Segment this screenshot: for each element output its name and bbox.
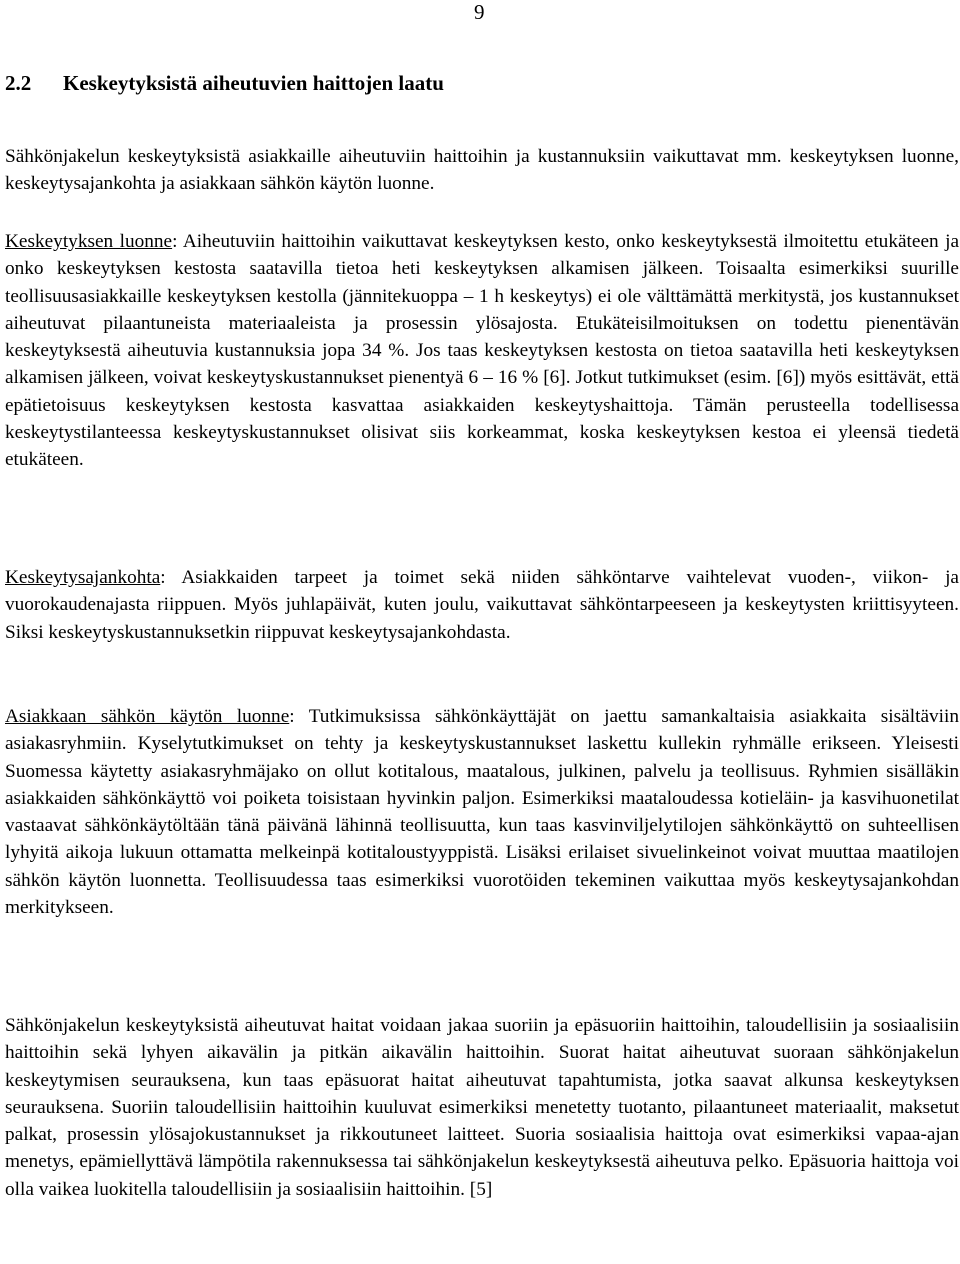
section-title: Keskeytyksistä aiheutuvien haittojen laatu — [63, 71, 444, 95]
timing-lead-term: Keskeytysajankohta — [5, 567, 161, 588]
timing-paragraph-text: : Asiakkaiden tarpeet ja toimet sekä niiden sähköntarve vaihtelevat vuoden-, viikon- ja vuorokaudenajasta riippuen. Myös juhlapäivät, kuten joulu, vaikuttavat sähköntarpeeseen ja keskeytysten kriittisyyteen. Siksi keskeytyskustannuksetkin riippuvat keskeytysajankohdasta. — [5, 567, 959, 643]
closing-paragraph: Sähkönjakelun keskeytyksistä aiheutuvat haitat voidaan jakaa suoriin ja epäsuoriin haittoihin, taloudellisiin ja sosiaalisiin haittoihin sekä lyhyen aikavälin ja pitkän aikavälin haittoihin. Suorat haitat aiheutuvat suoraan sähkönjakelun keskeytymisen seurauksena, kun taas epäsuorat haitat aiheutuvat tapahtumista, jotka saavat alkunsa keskeytyksen seurauksena. Suoriin taloudellisiin haittoihin kuuluvat esimerkiksi menetetty tuotanto, pilaantuneet materiaalit, maksetut palkat, prosessin ylösajokustannukset ja rikkoutuneet laitteet. Suoria sosiaalisia haittoja ovat esimerkiksi vapaa-ajan menetys, epämiellyttävä lämpötila rakennuksessa tai sähkönjakelun keskeytyksestä aiheutuva pelko. Epäsuoria haittoja voi olla vaikea luokitella taloudellisiin ja sosiaalisiin haittoihin. [5] — [5, 1015, 959, 1200]
page-number: 9 — [474, 0, 485, 24]
section-heading — [5, 70, 444, 96]
nature-paragraph-text: : Aiheutuviin haittoihin vaikuttavat keskeytyksen kesto, onko keskeytyksestä ilmoitettu etukäteen ja onko keskeytyksen kestosta saatavilla tietoa heti keskeytyksen alkamisen jälkeen. Toisaalta esimerkiksi suurille teollisuusasiakkaille keskeytyksen kestolla (jännitekuoppa – 1 h keskeytys) ei ole välttämättä merkitystä, jos kustannukset aiheutuvat pilaantuneista materiaaleista ja prosessin ylösajosta. Etukäteisilmoituksen on todettu pienentävän keskeytyksestä aiheutuvia kustannuksia jopa 34 %. Jos taas keskeytyksen kestosta on tietoa saatavilla heti keskeytyksen alkamisen jälkeen, voivat keskeytyskustannukset pienentyä 6 – 16 % [6]. Jotkut tutkimukset (esim. [6]) myös esittävät, että epätietoisuus keskeytyksen kestosta kasvattaa asiakkaiden keskeytyshaittoja. Tämän perusteella todellisessa keskeytystilanteessa keskeytyskustannukset olisivat siis korkeammat, koska keskeytyksen kestoa ei yleensä tiedetä etukäteen. — [5, 231, 960, 471]
usage-lead-term: Asiakkaan sähkön käytön luonne — [5, 706, 290, 727]
nature-lead-term: Keskeytyksen luonne — [5, 231, 173, 252]
timing-paragraph — [5, 564, 959, 646]
usage-paragraph — [5, 703, 959, 921]
intro-paragraph: Sähkönjakelun keskeytyksistä asiakkaille aiheutuviin haittoihin ja kustannuksiin vaikuttavat mm. keskeytyksen luonne, keskeytysajankohta ja asiakkaan sähkön käytön luonne. — [5, 146, 959, 195]
nature-paragraph — [5, 228, 959, 474]
section-number: 2.2 — [5, 71, 32, 95]
usage-paragraph-text: : Tutkimuksissa sähkönkäyttäjät on jaettu samankaltaisia asiakkaita sisältäviin asiakasryhmiin. Kyselytutkimukset on tehty ja keskeytyskustannukset laskettu kullekin ryhmälle erikseen. Yleisesti Suomessa käytetty asiakasryhmäjako on ollut kotitalous, maatalous, julkinen, palvelu ja teollisuus. Ryhmien sisälläkin asiakkaiden sähkönkäyttö voi poiketa toisistaan hyvinkin paljon. Esimerkiksi maataloudessa kotieläin- ja kasvihuonetilat vastaavat sähkönkäytöltään tänä päivänä lähinnä teollisuutta, kun taas kasvinviljelytilojen sähkönkäyttö on suhteellisen lyhyitä aikoja lukuun ottamatta melkeinpä kotitaloustyyppistä. Lisäksi erilaiset sivuelinkeinot voivat muuttaa maatilojen sähkön käytön luonnetta. Teollisuudessa taas esimerkiksi vuorotöiden tekeminen vaikuttaa myös keskeytysajankohdan merkitykseen. — [5, 706, 959, 919]
